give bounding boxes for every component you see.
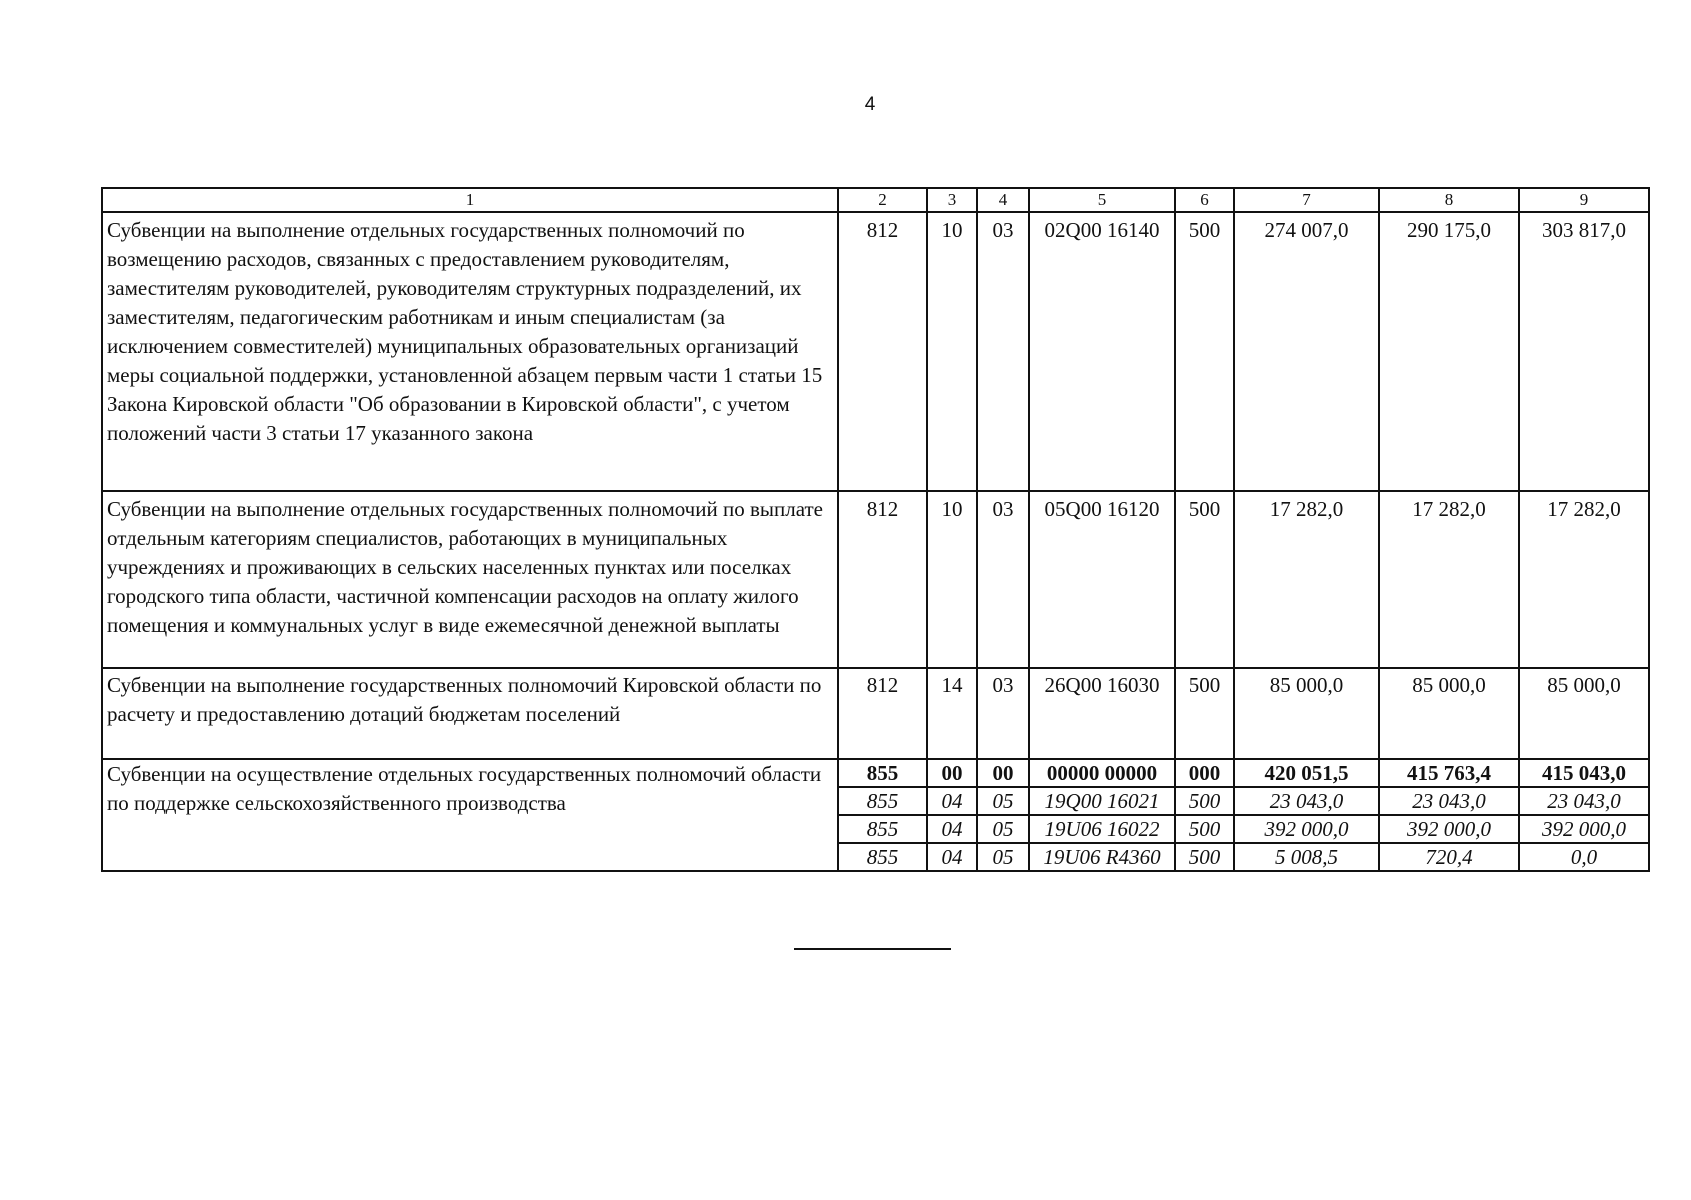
row-description: Субвенции на выполнение отдельных государственных полномочий по выплате отдельным категориям специалистов, работающих в муниципальных учреждениях и проживающих в сельских населенных пунктах или поселках городского типа области, частичной компенсации расходов на оплату жилого помещения и коммунальных услуг в виде ежемесячной денежной выплаты	[102, 491, 838, 668]
column-header: 5	[1029, 188, 1175, 212]
cell-target-article: 02Q00 16140	[1029, 212, 1175, 491]
cell-subsection: 03	[977, 668, 1029, 759]
cell-ministry-code: 855	[838, 843, 927, 871]
cell-amount-col9: 0,0	[1519, 843, 1649, 871]
column-header: 8	[1379, 188, 1519, 212]
cell-subsection: 05	[977, 843, 1029, 871]
cell-section: 00	[927, 759, 977, 787]
column-header: 6	[1175, 188, 1234, 212]
cell-target-article: 19Q00 16021	[1029, 787, 1175, 815]
cell-subsection: 05	[977, 787, 1029, 815]
cell-expense-type: 500	[1175, 668, 1234, 759]
cell-amount-col7: 274 007,0	[1234, 212, 1379, 491]
cell-subsection: 03	[977, 212, 1029, 491]
cell-ministry-code: 812	[838, 668, 927, 759]
column-header: 7	[1234, 188, 1379, 212]
cell-expense-type: 500	[1175, 843, 1234, 871]
column-header: 3	[927, 188, 977, 212]
cell-amount-col8: 290 175,0	[1379, 212, 1519, 491]
footer-divider	[794, 948, 951, 950]
cell-target-article: 05Q00 16120	[1029, 491, 1175, 668]
cell-expense-type: 000	[1175, 759, 1234, 787]
cell-amount-col7: 17 282,0	[1234, 491, 1379, 668]
cell-amount-col8: 415 763,4	[1379, 759, 1519, 787]
cell-section: 04	[927, 843, 977, 871]
cell-expense-type: 500	[1175, 787, 1234, 815]
cell-expense-type: 500	[1175, 491, 1234, 668]
cell-subsection: 05	[977, 815, 1029, 843]
group-total-row	[102, 759, 1649, 787]
cell-amount-col9: 303 817,0	[1519, 212, 1649, 491]
column-header: 4	[977, 188, 1029, 212]
table-row	[102, 668, 1649, 759]
cell-expense-type: 500	[1175, 212, 1234, 491]
cell-amount-col9: 17 282,0	[1519, 491, 1649, 668]
cell-subsection: 00	[977, 759, 1029, 787]
row-description: Субвенции на выполнение государственных полномочий Кировской области по расчету и предоставлению дотаций бюджетам поселений	[102, 668, 838, 759]
group-description: Субвенции на осуществление отдельных государственных полномочий области по поддержке сельскохозяйственного производства	[102, 759, 838, 871]
cell-amount-col8: 85 000,0	[1379, 668, 1519, 759]
column-header: 1	[102, 188, 838, 212]
cell-amount-col9: 23 043,0	[1519, 787, 1649, 815]
table-row	[102, 212, 1649, 491]
cell-section: 14	[927, 668, 977, 759]
cell-amount-col7: 5 008,5	[1234, 843, 1379, 871]
cell-ministry-code: 855	[838, 759, 927, 787]
cell-amount-col8: 23 043,0	[1379, 787, 1519, 815]
cell-target-article: 00000 00000	[1029, 759, 1175, 787]
row-description: Субвенции на выполнение отдельных государственных полномочий по возмещению расходов, связанных с предоставлением руководителям, заместителям руководителей, руководителям структурных подразделений, их заместителям, педагогическим работникам и иным специалистам (за исключением совместителей) муниципальных образовательных организаций меры социальной поддержки, установленной абзацем первым части 1 статьи 15 Закона Кировской области "Об образовании в Кировской области", с учетом положений части 3 статьи 17 указанного закона	[102, 212, 838, 491]
cell-subsection: 03	[977, 491, 1029, 668]
cell-amount-col8: 720,4	[1379, 843, 1519, 871]
table-row	[102, 491, 1649, 668]
column-number-row	[102, 188, 1649, 212]
column-header: 2	[838, 188, 927, 212]
cell-amount-col9: 415 043,0	[1519, 759, 1649, 787]
cell-target-article: 19U06 R4360	[1029, 843, 1175, 871]
cell-section: 10	[927, 212, 977, 491]
page-number: 4	[864, 94, 876, 115]
cell-section: 04	[927, 815, 977, 843]
cell-target-article: 19U06 16022	[1029, 815, 1175, 843]
column-header: 9	[1519, 188, 1649, 212]
cell-amount-col9: 392 000,0	[1519, 815, 1649, 843]
cell-ministry-code: 855	[838, 815, 927, 843]
cell-amount-col7: 420 051,5	[1234, 759, 1379, 787]
cell-ministry-code: 812	[838, 491, 927, 668]
cell-section: 04	[927, 787, 977, 815]
cell-section: 10	[927, 491, 977, 668]
cell-amount-col8: 392 000,0	[1379, 815, 1519, 843]
cell-amount-col7: 392 000,0	[1234, 815, 1379, 843]
cell-amount-col9: 85 000,0	[1519, 668, 1649, 759]
cell-amount-col7: 85 000,0	[1234, 668, 1379, 759]
cell-amount-col8: 17 282,0	[1379, 491, 1519, 668]
cell-ministry-code: 812	[838, 212, 927, 491]
cell-expense-type: 500	[1175, 815, 1234, 843]
budget-table	[101, 187, 1650, 872]
cell-ministry-code: 855	[838, 787, 927, 815]
cell-amount-col7: 23 043,0	[1234, 787, 1379, 815]
cell-target-article: 26Q00 16030	[1029, 668, 1175, 759]
